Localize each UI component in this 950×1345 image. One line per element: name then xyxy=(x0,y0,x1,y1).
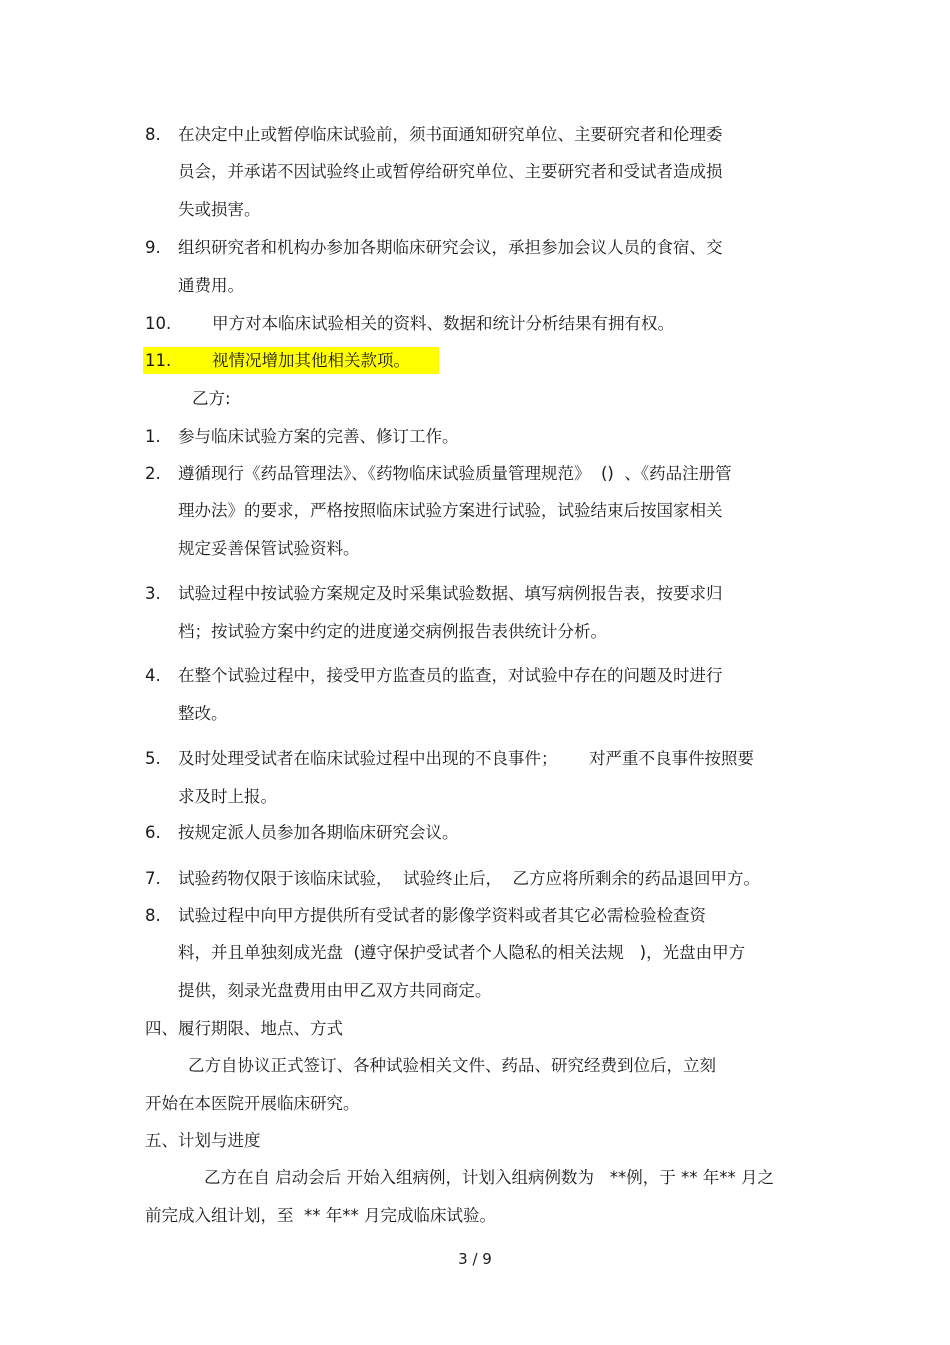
item-text: 按规定派人员参加各期临床研究会议。 xyxy=(178,823,459,842)
item-number: 10. xyxy=(145,314,172,333)
paragraph-line: 乙方自协议正式签订、各种试验相关文件、药品、研究经费到位后，立刻 xyxy=(188,1056,716,1075)
item-text: 在决定中止或暂停临床试验前，须书面通知研究单位、主要研究者和伦理委 xyxy=(178,125,723,144)
item-text: 试验过程中按试验方案规定及时采集试验数据、填写病例报告表，按要求归 xyxy=(178,584,723,603)
item-text: 参与临床试验方案的完善、修订工作。 xyxy=(178,427,459,446)
item-number: 6. xyxy=(145,823,161,842)
section-heading: 五、计划与进度 xyxy=(145,1131,261,1150)
party-b-label: 乙方: xyxy=(192,389,231,408)
item-number: 4. xyxy=(145,666,161,685)
item-number: 7. xyxy=(145,869,161,888)
item-text: 通费用。 xyxy=(178,276,244,295)
item-text: 视情况增加其他相关款项。 xyxy=(212,351,410,370)
item-text: 规定妥善保管试验资料。 xyxy=(178,539,360,558)
page-number: 3 / 9 xyxy=(458,1250,492,1268)
item-text: 失或损害。 xyxy=(178,200,261,219)
item-text: 整改。 xyxy=(178,704,228,723)
item-text: 料，并且单独刻成光盘 (遵守保护受试者个人隐私的相关法规 )，光盘由甲方 xyxy=(178,943,746,962)
item-number: 5. xyxy=(145,749,161,768)
item-text: 试验药物仅限于该临床试验， 试验终止后， 乙方应将所剩余的药品退回甲方。 xyxy=(178,869,760,888)
item-number: 3. xyxy=(145,584,161,603)
item-text: 员会，并承诺不因试验终止或暂停给研究单位、主要研究者和受试者造成损 xyxy=(178,162,723,181)
item-number: 8. xyxy=(145,906,161,925)
item-number: 8. xyxy=(145,125,161,144)
item-number: 9. xyxy=(145,238,161,257)
item-text: 试验过程中向甲方提供所有受试者的影像学资料或者其它必需检验检查资 xyxy=(178,906,706,925)
item-number: 11. xyxy=(145,351,172,370)
item-text: 求及时上报。 xyxy=(178,787,277,806)
item-text: 甲方对本临床试验相关的资料、数据和统计分析结果有拥有权。 xyxy=(212,314,674,333)
item-number: 1. xyxy=(145,427,161,446)
item-text: 档；按试验方案中约定的进度递交病例报告表供统计分析。 xyxy=(178,622,607,641)
item-text: 组织研究者和机构办参加各期临床研究会议，承担参加会议人员的食宿、交 xyxy=(178,238,723,257)
section-heading: 四、履行期限、地点、方式 xyxy=(145,1019,343,1038)
item-text: 遵循现行《药品管理法》、《药物临床试验质量管理规范》 () 、《药品注册管 xyxy=(178,464,732,483)
item-number: 2. xyxy=(145,464,161,483)
item-text: 在整个试验过程中，接受甲方监查员的监查，对试验中存在的问题及时进行 xyxy=(178,666,723,685)
paragraph-line: 乙方在自 启动会后 开始入组病例，计划入组病例数为 **例，于 ** 年** 月之 xyxy=(204,1168,774,1187)
item-text: 理办法》的要求，严格按照临床试验方案进行试验，试验结束后按国家相关 xyxy=(178,501,723,520)
paragraph-line: 开始在本医院开展临床研究。 xyxy=(145,1094,360,1113)
item-text: 及时处理受试者在临床试验过程中出现的不良事件； 对严重不良事件按照要 xyxy=(178,749,754,768)
paragraph-line: 前完成入组计划，至 ** 年** 月完成临床试验。 xyxy=(145,1206,496,1225)
item-text: 提供，刻录光盘费用由甲乙双方共同商定。 xyxy=(178,981,492,1000)
